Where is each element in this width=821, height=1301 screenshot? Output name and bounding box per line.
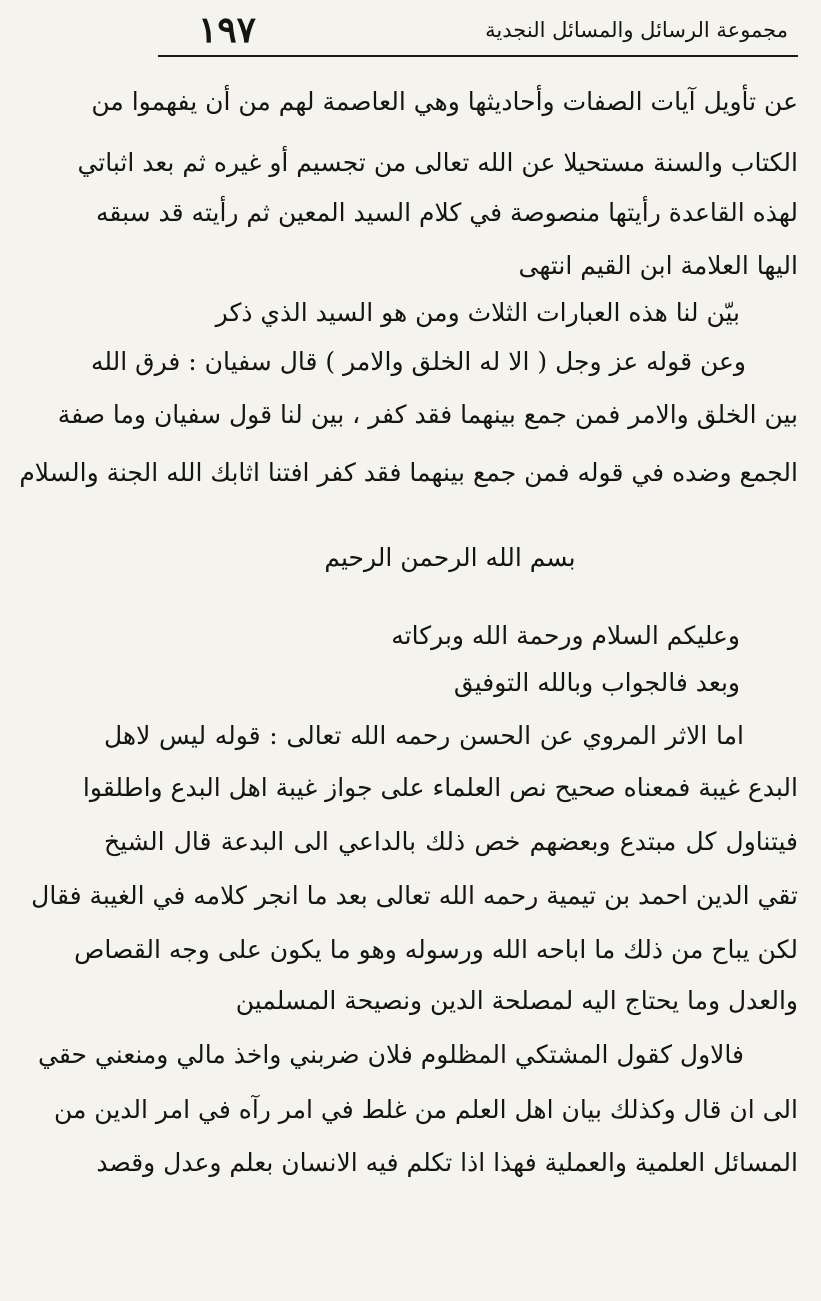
- text-line: تقي الدين احمد بن تيمية رحمه الله تعالى بعد ما انجر كلامه في الغيبة فقال: [31, 881, 798, 910]
- text-line: والعدل وما يحتاج اليه لمصلحة الدين ونصيحة المسلمين: [235, 986, 798, 1015]
- text-line: عن تأويل آيات الصفات وأحاديثها وهي العاصمة لهم من أن يفهموا من: [91, 87, 798, 116]
- text-line: الى ان قال وكذلك بيان اهل العلم من غلط في امر رآه في امر الدين من: [53, 1095, 798, 1124]
- text-line: لكن يباح من ذلك ما اباحه الله ورسوله وهو ما يكون على وجه القصاص: [74, 935, 798, 964]
- text-line: اما الاثر المروي عن الحسن رحمه الله تعالى : قوله ليس لاهل: [104, 721, 744, 750]
- text-line: الجمع وضده في قوله فمن جمع بينهما فقد كفر افتنا اثابك الله الجنة والسلام: [19, 458, 798, 487]
- text-line: فالاول كقول المشتكي المظلوم فلان ضربني واخذ مالي ومنعني حقي: [38, 1040, 744, 1069]
- page-header: [158, 8, 798, 52]
- question-line: بيّن لنا هذه العبارات الثلاث ومن هو السيد الذي ذكر: [215, 298, 740, 327]
- text-line: البدع غيبة فمعناه صحيح نص العلماء على جواز غيبة اهل البدع واطلقوا: [82, 773, 798, 802]
- greeting-line: وعليكم السلام ورحمة الله وبركاته: [391, 621, 740, 650]
- text-line: بين الخلق والامر فمن جمع بينهما فقد كفر ، بين لنا قول سفيان وما صفة: [57, 400, 798, 429]
- running-title: مجموعة الرسائل والمسائل النجدية: [485, 18, 788, 42]
- text-line: فيتناول كل مبتدع وبعضهم خص ذلك بالداعي الى البدعة قال الشيخ: [104, 827, 798, 856]
- page-number: ١٩٧: [198, 9, 257, 51]
- text-line: اليها العلامة ابن القيم انتهى: [518, 251, 798, 280]
- header-rule: [158, 55, 798, 57]
- text-line: وعن قوله عز وجل ( الا له الخلق والامر ) قال سفيان : فرق الله: [90, 347, 746, 376]
- answer-opening: وبعد فالجواب وبالله التوفيق: [453, 668, 740, 697]
- text-line: المسائل العلمية والعملية فهذا اذا تكلم فيه الانسان بعلم وعدل وقصد: [96, 1148, 798, 1177]
- basmala: بسم الله الرحمن الرحيم: [324, 543, 576, 572]
- text-line: لهذه القاعدة رأيتها منصوصة في كلام السيد المعين ثم رأيته قد سبقه: [96, 198, 798, 227]
- text-line: الكتاب والسنة مستحيلا عن الله تعالى من تجسيم أو غيره ثم بعد اثباتي: [77, 148, 798, 177]
